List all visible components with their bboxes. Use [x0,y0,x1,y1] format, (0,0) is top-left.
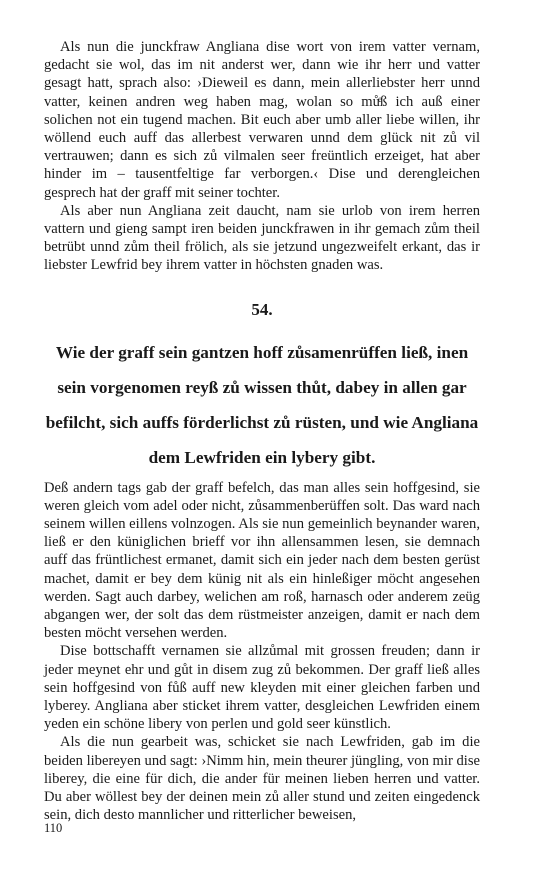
page-number: 110 [44,821,63,835]
paragraph-2: Als aber nun Angliana zeit daucht, nam sie urlob von irem herren vattern und gieng sampt iren beiden junckfrawen in ihr gemach zům theil betrübt unnd zům theil frölich, als sie jetzund ungezweifelt erkant, das ir liebster Lewfrid bey ihrem vatter in höchsten gnaden was. [44,202,480,274]
paragraph-5: Als die nun gearbeit was, schicket sie nach Lewfriden, gab im die beiden libereyen und sagt: ›Nimm hin, mein theurer jüngling, von mir dise liberey, die eine für dich, die ander für meinen lieben herren und vatter. Du aber wöllest bey der deinen mein zů aller stund und zeiten eingedenck sein, dich desto mannlicher und ritterlicher beweisen, [44,734,480,824]
paragraph-3: Deß andern tags gab der graff befelch, das man alles sein hoffgesind, sie weren gleich vom adel oder nicht, zůsammenberüffen solt. Das ward nach seinem willen eillens volnzogen. Als sie nun gemeinlich beynander waren, ließ er den küniglichen brieff vor ihn allensammen lesen, sie demnach auff das früntlichest ermanet, damit sich ein jeder nach dem besten gerüst machet, damit er bey dem künig nit als ein hinleßiger möcht angesehen werden. Sagt auch darbey, welichen am roß, harnasch oder anderem zeüg abgangen wer, der solt das dem rüstmeister anzeigen, damit er nach dem besten möcht versehen werden. [44,479,480,642]
chapter-title: Wie der graff sein gantzen hoff zůsamenrüffen ließ, inen sein vorgenomen reyß zů wissen thůt, dabey in allen gar befilcht, sich auffs förderlichst zů rüsten, und wie Angliana dem Lewfriden ein lybery gibt. [45,342,479,467]
paragraph-4: Dise bottschafft vernamen sie allzůmal mit grossen freuden; dann ir jeder meynet ehr und gůt in disem zug zů bekommen. Der graff ließ alles sein hoffgesind von fůß auff new kleyden mit einer gleichen farben und lyberey. Angliana aber sticket ihrem vatter, desgleichen Lewfriden einem yeden ein schöne libery von perlen und gold seer künstlich. [44,643,480,733]
chapter-number: 54. [251,299,273,319]
page-body [44,38,480,825]
paragraph-1: Als nun die junckfraw Angliana dise wort von irem vatter vernam, gedacht sie wol, das im nit anderst wer, dann wie ihr herr und vatter gesagt hatt, sprach also: ›Dieweil es dann, mein allerliebster herr unnd vatter, keinen andren weg haben mag, wolan so můͤß ich auß einer solichen not ein tugend machen. Bit euch aber umb aller liebe willen, ihr wöllend euch auff das allerbest verwaren unnd dem glück nit zů vil vertrauwen; dann es sich zů vilmalen seer freüntlich erzeiget, hat aber hinder im – tausentfeltige far verborgen.‹ Dise und derengleichen gesprech hat der graff mit seiner tochter. [44,39,480,201]
